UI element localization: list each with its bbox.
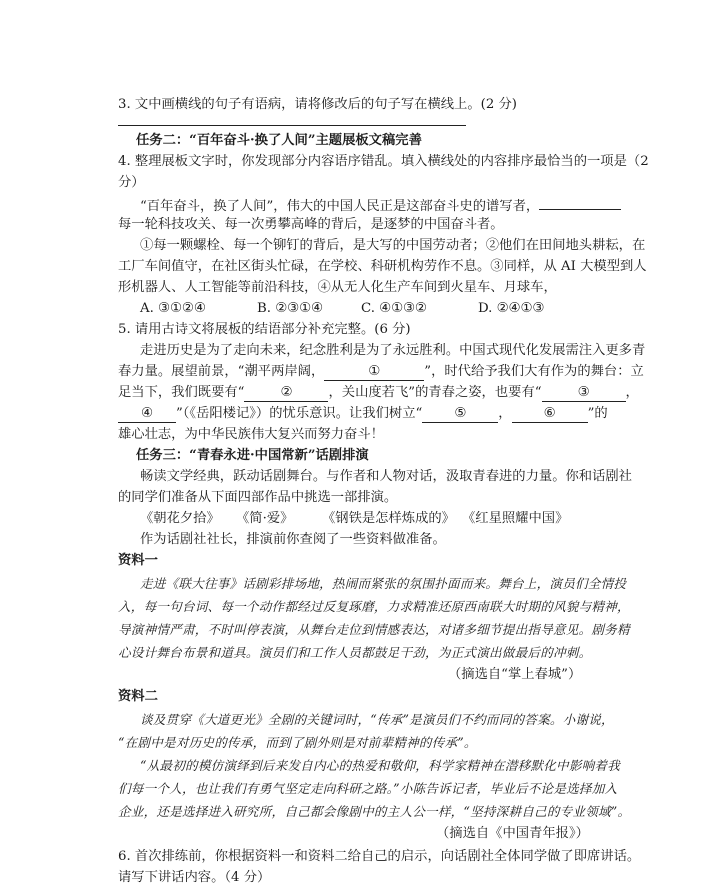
q5-blank-5: ⑤ <box>422 406 498 423</box>
q5-line5 <box>118 403 608 424</box>
question-4-line2: 分） <box>118 175 145 190</box>
material-2-line5: 企业，还是选择进入研究所，自己都会像剧中的主人公一样，“坚持深耕自己的专业领域”。 <box>118 804 631 819</box>
q5-line2: 走进历史是为了走向未来，纪念胜利是为了永远胜利。中国式现代化发展需注入更多青 <box>140 343 646 358</box>
q5-text: 春力量。展望前景，“潮平两岸阔， <box>118 364 325 379</box>
question-4-line1: 4. 整理展板文字时，你发现部分内容语序错乱。填入横线处的内容排序最恰当的一项是（2 <box>118 154 649 169</box>
material-1-line1: 走进《联大往事》话剧彩排场地，热闹而紧张的氛围扑面而来。舞台上，演员们全情投 <box>140 576 627 591</box>
material-1-line4: 心设计舞台布景和道具。演员们和工作人员都鼓足干劲，为正式演出做最后的冲刺。 <box>118 645 592 660</box>
option-a: A. ③①②④ <box>140 301 206 316</box>
question-5: 5. 请用古诗文将展板的结语部分补充完整。(6 分) <box>118 322 411 337</box>
option-d: D. ②④①③ <box>478 301 545 316</box>
material-1-heading: 资料一 <box>118 553 158 568</box>
q5-blank-2: ② <box>244 385 328 402</box>
works-list <box>140 508 568 529</box>
q4-sentences-line2: 工厂车间值守，在社区街头忙碌，在学校、科研机构劳作不息。③同样，从 AI 大模型到人 <box>118 259 647 274</box>
work-title: 《简·爱》 <box>236 511 294 526</box>
material-1-line2: 入，每一句台词、每一个动作都经过反复琢磨，力求精准还原西南联大时期的风貌与精神， <box>118 599 630 614</box>
q4-sentences-line1: ①每一颗螺栓、每一个铆钉的背后，是大写的中国劳动者；②他们在田间地头耕耘，在 <box>140 238 646 253</box>
q5-text: ”的 <box>587 406 608 421</box>
work-title: 《红星照耀中国》 <box>462 511 569 526</box>
q5-text: ， <box>498 406 512 421</box>
q4-sentences-line3: 形机器人、人工智能等前沿科技，④从无人化生产车间到火星车、月球车， <box>118 280 557 295</box>
q5-blank-3: ③ <box>542 385 626 402</box>
q5-text: ”，时代给予我们大有作为的舞台：立 <box>424 364 644 379</box>
option-c: C. ④①③② <box>361 301 427 316</box>
q4-passage-text: “百年奋斗，换了人间”，伟大的中国人民正是这部奋斗史的谱写者， <box>140 199 540 214</box>
q5-blank-4: ④ <box>118 406 176 423</box>
q5-text: ， <box>625 385 639 400</box>
answer-line-q3 <box>118 125 466 126</box>
q4-answer-blank <box>539 193 621 210</box>
q5-blank-1: ① <box>324 364 424 381</box>
material-2-line1: 谈及贯穿《大道更光》全剧的关键词时，“传承”是演员们不约而同的答案。小谢说， <box>140 712 614 727</box>
work-title: 《钢铁是怎样炼成的》 <box>322 511 455 526</box>
material-2-line4: 们每一个人，也让我们有勇气坚定走向科研之路。”小陈告诉记者，毕业后不论是选择加入 <box>118 781 618 796</box>
task3-intro-line2: 的同学们准备从下面四部作品中挑选一部排演。 <box>118 490 398 505</box>
question-6-line1: 6. 首次排练前，你根据资料一和资料二给自己的启示，向话剧社全体同学做了即席讲话。 <box>118 849 641 864</box>
q5-text: ，关山度若飞”的青春之姿，也要有“ <box>328 385 542 400</box>
work-title: 《朝花夕拾》 <box>140 511 220 526</box>
q5-blank-6: ⑥ <box>512 406 588 423</box>
q5-line6: 雄心壮志，为中华民族伟大复兴而努力奋斗！ <box>118 427 384 442</box>
material-2-line3: “从最初的模仿演绎到后来发自内心的热爱和敬仰，科学家精神在潜移默化中影响着我 <box>140 758 621 773</box>
material-1-source: （摘选自“掌上春城”） <box>448 667 582 682</box>
question-3: 3. 文中画横线的句子有语病，请将修改后的句子写在横线上。(2 分) <box>118 97 517 112</box>
question-6-line2: 请写下讲话内容。（4 分） <box>118 870 271 885</box>
q4-passage-line2: 每一轮科技攻关、每一次勇攀高峰的背后，是逐梦的中国奋斗者。 <box>118 217 504 232</box>
material-2-source: （摘选自《中国青年报》） <box>436 826 589 841</box>
task3-intro-line1: 畅读文学经典，跃动话剧舞台。与作者和人物对话，汲取青春进的力量。你和话剧社 <box>140 469 632 484</box>
material-2-line2: “在剧中是对历史的传承，而到了剧外则是对前辈精神的传承”。 <box>118 735 477 750</box>
q5-line4 <box>118 382 639 403</box>
task3-intro-line4: 作为话剧社社长，排演前你查阅了一些资料做准备。 <box>140 532 446 547</box>
material-2-heading: 资料二 <box>118 689 158 704</box>
material-1-line3: 导演神情严肃，不时叫停表演，从舞台走位到情感表达，对诸多细节提出指导意见。剧务精 <box>118 622 630 637</box>
q5-line3 <box>118 361 644 382</box>
q5-text: ”（《岳阳楼记》）的忧乐意识。让我们树立“ <box>176 406 423 421</box>
option-b: B. ②③①④ <box>257 301 323 316</box>
q4-options <box>140 298 544 319</box>
q5-text: 足当下，我们既要有“ <box>118 385 245 400</box>
task2-title: 任务二：“百年奋斗·换了人间”主题展板文稿完善 <box>136 133 422 148</box>
task3-title: 任务三：“青春永进·中国常新”话剧排演 <box>136 448 369 463</box>
